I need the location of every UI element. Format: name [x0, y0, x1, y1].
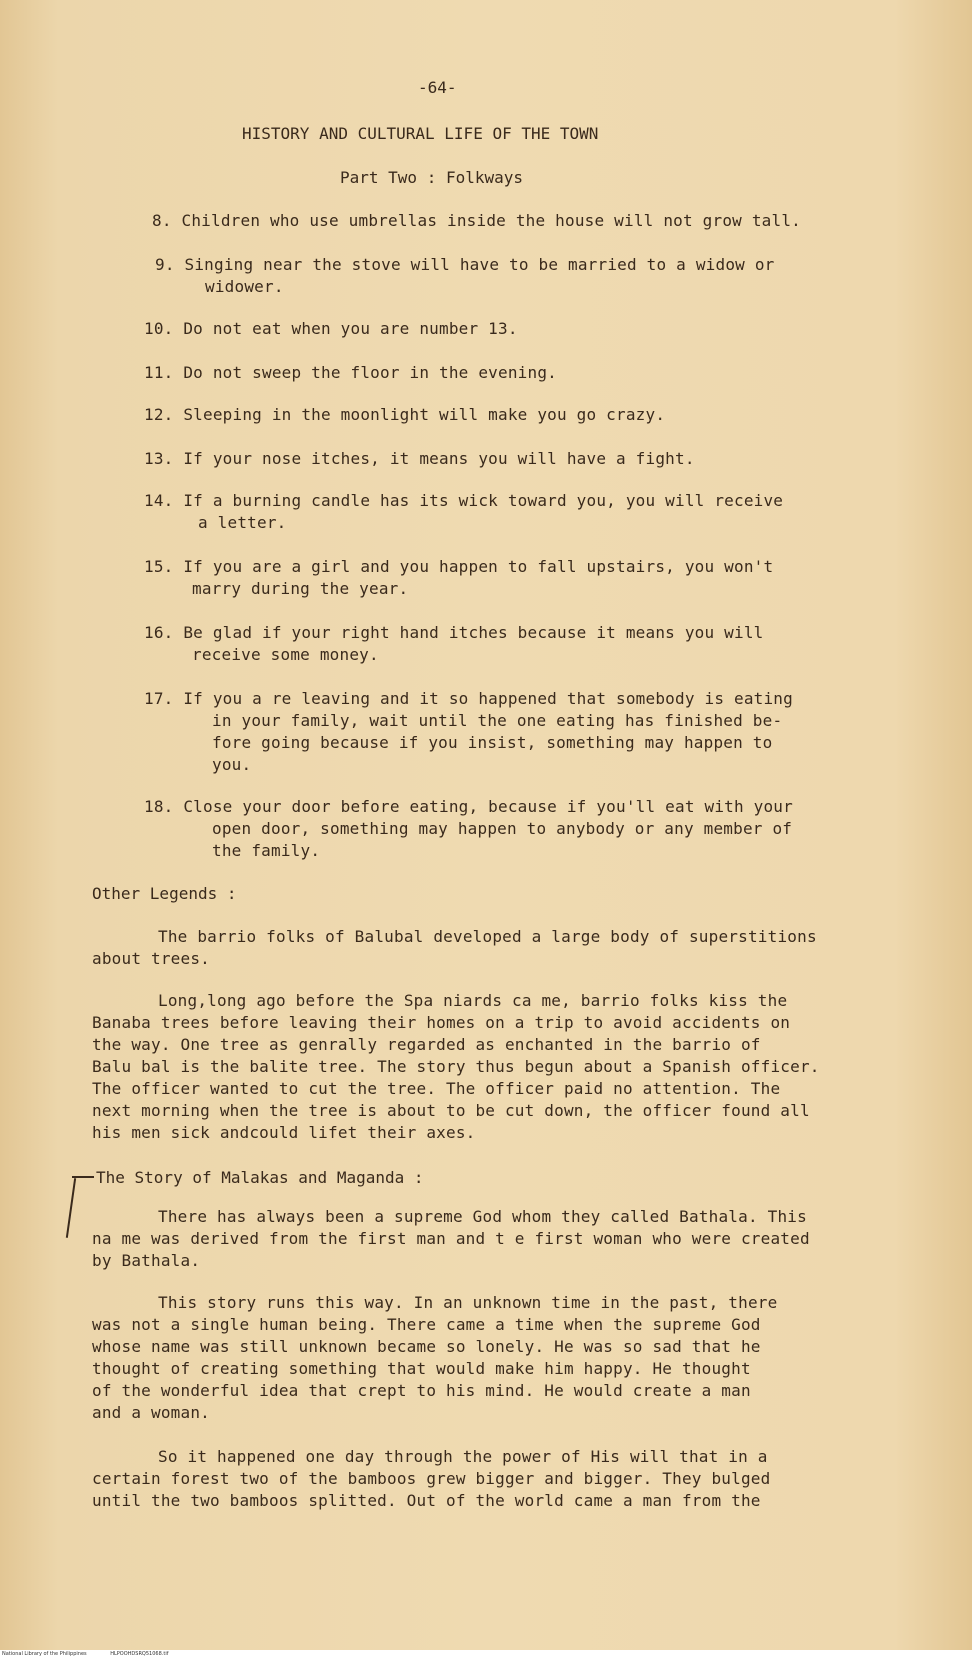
list-item	[144, 622, 763, 644]
item-number: 8.	[152, 211, 172, 230]
item-number: 12.	[144, 405, 174, 424]
item-text-continued: fore going because if you insist, something may happen to	[212, 733, 773, 752]
item-text-continued: widower.	[205, 277, 284, 296]
paragraph-line: This story runs this way. In an unknown time in the past, there	[158, 1293, 778, 1312]
item-text: Do not eat when you are number 13.	[183, 319, 518, 338]
paragraph-line: whose name was still unknown became so lonely. He was so sad that he	[92, 1337, 761, 1356]
item-text: If you are a girl and you happen to fall upstairs, you won't	[183, 557, 774, 576]
item-number: 14.	[144, 491, 174, 510]
paragraph-line: So it happened one day through the power of His will that in a	[158, 1447, 768, 1466]
paragraph-line: about trees.	[92, 949, 210, 968]
paragraph-line: until the two bamboos splitted. Out of the world came a man from the	[92, 1491, 761, 1510]
item-text: If you a re leaving and it so happened that somebody is eating	[183, 689, 793, 708]
list-item	[155, 254, 774, 276]
footer-library: National Library of the Philippines	[2, 1651, 87, 1657]
item-number: 11.	[144, 363, 174, 382]
item-text: Singing near the stove will have to be married to a widow or	[184, 255, 775, 274]
paragraph-line: Balu bal is the balite tree. The story thus begun about a Spanish officer.	[92, 1057, 820, 1076]
paragraph-line: The barrio folks of Balubal developed a large body of superstitions	[158, 927, 817, 946]
item-text: Close your door before eating, because if you'll eat with your	[183, 797, 793, 816]
paragraph-line: There has always been a supreme God whom they called Bathala. This	[158, 1207, 807, 1226]
item-number: 17.	[144, 689, 174, 708]
item-text: Be glad if your right hand itches because it means you will	[183, 623, 764, 642]
item-number: 9.	[155, 255, 175, 274]
list-item	[144, 490, 783, 512]
item-text-continued: open door, something may happen to anybody or any member of	[212, 819, 793, 838]
item-text: If a burning candle has its wick toward you, you will receive	[183, 491, 784, 510]
page-title: HISTORY AND CULTURAL LIFE OF THE TOWN	[242, 124, 599, 143]
paragraph-line: na me was derived from the first man and t e first woman who were created	[92, 1229, 810, 1248]
item-number: 15.	[144, 557, 174, 576]
item-text-continued: marry during the year.	[192, 579, 409, 598]
footer-file: HLPOOHDSRQ51068.tif	[110, 1651, 169, 1657]
paragraph-line: and a woman.	[92, 1403, 210, 1422]
item-text: Sleeping in the moonlight will make you go crazy.	[183, 405, 666, 424]
paragraph-line: The officer wanted to cut the tree. The officer paid no attention. The	[92, 1079, 781, 1098]
paragraph-line: Long,long ago before the Spa niards ca me, barrio folks kiss the	[158, 991, 788, 1010]
list-item	[144, 404, 665, 426]
item-number: 13.	[144, 449, 174, 468]
item-text: Children who use umbrellas inside the house will not grow tall.	[181, 211, 801, 230]
item-text-continued: you.	[212, 755, 252, 774]
margin-mark	[66, 1178, 76, 1238]
paragraph-line: by Bathala.	[92, 1251, 201, 1270]
item-number: 16.	[144, 623, 174, 642]
list-item	[144, 556, 773, 578]
paragraph-line: certain forest two of the bamboos grew bigger and bigger. They bulged	[92, 1469, 771, 1488]
scan-footer	[0, 1650, 972, 1658]
list-item	[144, 796, 793, 818]
item-text-continued: receive some money.	[192, 645, 379, 664]
item-text-continued: in your family, wait until the one eating has finished be-	[212, 711, 783, 730]
list-item	[144, 448, 695, 470]
item-number: 10.	[144, 319, 174, 338]
paragraph-line: the way. One tree as genrally regarded as enchanted in the barrio of	[92, 1035, 761, 1054]
list-item	[144, 688, 793, 710]
paragraph-line: Banaba trees before leaving their homes on a trip to avoid accidents on	[92, 1013, 791, 1032]
section-heading-other-legends: Other Legends :	[92, 884, 237, 903]
page-number: -64-	[418, 78, 457, 97]
item-text: Do not sweep the floor in the evening.	[183, 363, 557, 382]
paragraph-line: next morning when the tree is about to be cut down, the officer found all	[92, 1101, 810, 1120]
item-text: If your nose itches, it means you will have a fight.	[183, 449, 695, 468]
paragraph-line: his men sick andcould lifet their axes.	[92, 1123, 476, 1142]
paragraph-line: of the wonderful idea that crept to his mind. He would create a man	[92, 1381, 751, 1400]
item-number: 18.	[144, 797, 174, 816]
paragraph-line: was not a single human being. There came a time when the supreme God	[92, 1315, 761, 1334]
list-item	[152, 210, 801, 232]
section-heading-story: The Story of Malakas and Maganda :	[96, 1168, 424, 1187]
page-subtitle: Part Two : Folkways	[340, 168, 524, 187]
item-text-continued: a letter.	[198, 513, 287, 532]
item-text-continued: the family.	[212, 841, 321, 860]
list-item	[144, 362, 557, 384]
paragraph-line: thought of creating something that would make him happy. He thought	[92, 1359, 751, 1378]
list-item	[144, 318, 518, 340]
